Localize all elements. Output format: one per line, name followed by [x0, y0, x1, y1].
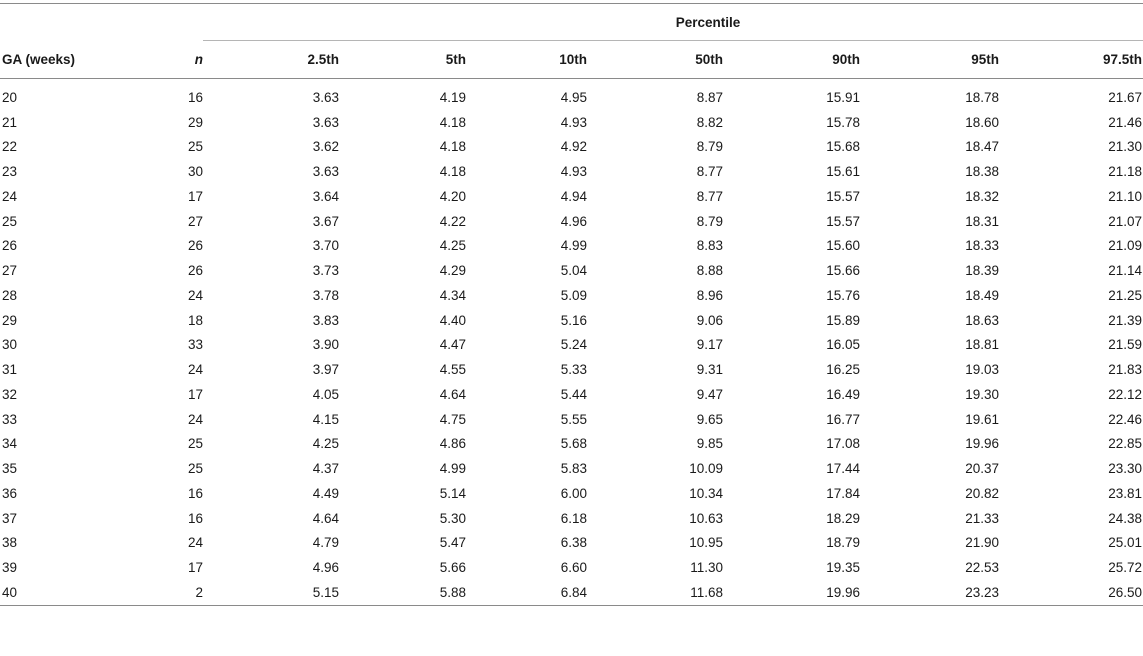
cell-p-5: 4.18: [439, 114, 466, 130]
cell-ga: 24: [2, 188, 18, 204]
table-row: [0, 234, 1143, 259]
table-row: [0, 432, 1143, 457]
cell-p-95: 19.61: [965, 411, 999, 427]
cell-p-90: 15.57: [826, 188, 860, 204]
cell-p-97-5: 21.25: [1108, 287, 1142, 303]
cell-p-97-5: 21.07: [1108, 213, 1142, 229]
cell-p-2-5: 3.62: [312, 139, 339, 155]
cell-p-90: 16.49: [826, 386, 860, 402]
table-row: [0, 258, 1143, 283]
cell-p-5: 4.55: [439, 362, 466, 378]
cell-p-2-5: 4.15: [312, 411, 339, 427]
cell-p-90: 19.96: [723, 580, 860, 605]
cell-p-50: 11.68: [587, 580, 723, 605]
cell-p-90: 19.35: [826, 560, 860, 576]
cell-p-50: 10.63: [689, 510, 723, 526]
table-row: [0, 283, 1143, 308]
header-p-10: 10th: [466, 41, 587, 79]
cell-n: 25: [187, 461, 203, 477]
percentile-table: [0, 3, 1143, 606]
cell-n: 24: [187, 287, 203, 303]
cell-p-90: 15.66: [826, 263, 860, 279]
cell-ga: 37: [2, 510, 18, 526]
cell-p-2-5: 3.67: [312, 213, 339, 229]
cell-p-97-5: 21.67: [1108, 89, 1142, 105]
cell-p-2-5: 3.90: [312, 337, 339, 353]
cell-ga: 35: [2, 461, 18, 477]
cell-p-50: 9.17: [696, 337, 723, 353]
table-row: [0, 555, 1143, 580]
cell-p-2-5: 4.05: [312, 386, 339, 402]
cell-p-2-5: 4.79: [312, 535, 339, 551]
cell-p-90: 15.76: [826, 287, 860, 303]
cell-p-50: 8.87: [696, 89, 723, 105]
cell-n: 30: [187, 164, 203, 180]
cell-p-10: 5.55: [560, 411, 587, 427]
cell-p-95: 18.31: [965, 213, 999, 229]
cell-p-5: 5.88: [339, 580, 466, 605]
cell-p-2-5: 3.63: [312, 114, 339, 130]
cell-ga: 25: [2, 213, 18, 229]
cell-p-97-5: 22.46: [1108, 411, 1142, 427]
cell-ga: 32: [2, 386, 18, 402]
cell-p-10: 5.44: [560, 386, 587, 402]
cell-p-5: 4.86: [439, 436, 466, 452]
cell-ga: 33: [2, 411, 18, 427]
cell-p-10: 4.95: [560, 89, 587, 105]
cell-p-95: 18.63: [965, 312, 999, 328]
cell-p-50: 9.47: [696, 386, 723, 402]
cell-p-50: 8.82: [696, 114, 723, 130]
cell-p-10: 6.18: [560, 510, 587, 526]
table-row: [0, 481, 1143, 506]
cell-p-5: 4.75: [439, 411, 466, 427]
cell-p-2-5: 3.78: [312, 287, 339, 303]
cell-p-95: 20.82: [965, 485, 999, 501]
cell-n: 24: [187, 535, 203, 551]
cell-n: 18: [187, 312, 203, 328]
cell-n: 24: [187, 411, 203, 427]
table-row: [0, 135, 1143, 160]
cell-p-10: 5.33: [560, 362, 587, 378]
cell-p-5: 5.66: [439, 560, 466, 576]
cell-p-90: 15.57: [826, 213, 860, 229]
cell-p-10: 6.38: [560, 535, 587, 551]
cell-n: 16: [187, 89, 203, 105]
cell-p-2-5: 4.96: [312, 560, 339, 576]
cell-p-2-5: 4.37: [312, 461, 339, 477]
cell-ga: 38: [2, 535, 18, 551]
cell-n: 33: [187, 337, 203, 353]
cell-p-10: 6.84: [466, 580, 587, 605]
cell-n: 26: [187, 238, 203, 254]
cell-p-95: 18.33: [965, 238, 999, 254]
cell-p-10: 5.68: [560, 436, 587, 452]
cell-p-5: 4.99: [439, 461, 466, 477]
cell-n: 17: [187, 188, 203, 204]
cell-n: 27: [187, 213, 203, 229]
table-row: [0, 308, 1143, 333]
cell-p-5: 4.22: [439, 213, 466, 229]
cell-p-10: 4.99: [560, 238, 587, 254]
cell-p-5: 4.64: [439, 386, 466, 402]
cell-p-95: 23.23: [860, 580, 999, 605]
cell-p-97-5: 21.83: [1108, 362, 1142, 378]
header-ga: GA (weeks): [0, 41, 139, 79]
cell-p-90: 17.84: [826, 485, 860, 501]
cell-ga: 21: [2, 114, 18, 130]
cell-p-5: 4.25: [439, 238, 466, 254]
table-row: [0, 357, 1143, 382]
cell-p-2-5: 3.63: [312, 89, 339, 105]
table-body: [0, 79, 1143, 606]
cell-p-5: 5.30: [439, 510, 466, 526]
cell-p-10: 6.60: [560, 560, 587, 576]
cell-p-95: 22.53: [965, 560, 999, 576]
table-row: [0, 110, 1143, 135]
header-p-2-5: 2.5th: [203, 41, 339, 79]
cell-p-95: 19.30: [965, 386, 999, 402]
cell-p-2-5: 4.49: [312, 485, 339, 501]
cell-p-95: 18.38: [965, 164, 999, 180]
cell-p-95: 18.47: [965, 139, 999, 155]
cell-ga: 28: [2, 287, 18, 303]
cell-p-2-5: 3.64: [312, 188, 339, 204]
table-row: [0, 209, 1143, 234]
cell-n: 17: [187, 386, 203, 402]
cell-ga: 27: [2, 263, 18, 279]
cell-n: 2: [139, 580, 203, 605]
table-row: [0, 159, 1143, 184]
cell-p-10: 4.94: [560, 188, 587, 204]
header-p-95: 95th: [860, 41, 999, 79]
cell-p-5: 4.29: [439, 263, 466, 279]
cell-p-95: 18.78: [965, 89, 999, 105]
cell-p-90: 15.61: [826, 164, 860, 180]
cell-p-97-5: 26.50: [999, 580, 1143, 605]
cell-p-97-5: 24.38: [1108, 510, 1142, 526]
cell-p-90: 15.68: [826, 139, 860, 155]
cell-p-5: 4.47: [439, 337, 466, 353]
cell-p-95: 18.49: [965, 287, 999, 303]
cell-p-2-5: 3.70: [312, 238, 339, 254]
cell-p-10: 5.04: [560, 263, 587, 279]
table-row: [0, 333, 1143, 358]
cell-p-90: 18.29: [826, 510, 860, 526]
cell-p-50: 9.85: [696, 436, 723, 452]
header-p-50: 50th: [587, 41, 723, 79]
cell-ga: 40: [0, 580, 139, 605]
cell-p-10: 5.16: [560, 312, 587, 328]
cell-p-2-5: 4.64: [312, 510, 339, 526]
header-ga-spacer: [0, 4, 139, 41]
cell-ga: 36: [2, 485, 18, 501]
table-row: [0, 456, 1143, 481]
cell-p-97-5: 22.12: [1108, 386, 1142, 402]
header-p-90: 90th: [723, 41, 860, 79]
cell-n: 25: [187, 436, 203, 452]
cell-p-90: 16.25: [826, 362, 860, 378]
cell-p-95: 19.96: [965, 436, 999, 452]
cell-n: 24: [187, 362, 203, 378]
cell-p-50: 9.06: [696, 312, 723, 328]
cell-p-97-5: 21.18: [1108, 164, 1142, 180]
cell-p-2-5: 3.97: [312, 362, 339, 378]
cell-p-50: 8.96: [696, 287, 723, 303]
cell-p-97-5: 21.30: [1108, 139, 1142, 155]
cell-p-97-5: 21.59: [1108, 337, 1142, 353]
cell-p-97-5: 22.85: [1108, 436, 1142, 452]
cell-p-97-5: 23.81: [1108, 485, 1142, 501]
cell-p-90: 16.77: [826, 411, 860, 427]
cell-p-97-5: 21.46: [1108, 114, 1142, 130]
cell-p-90: 17.08: [826, 436, 860, 452]
cell-ga: 31: [2, 362, 18, 378]
cell-p-10: 4.93: [560, 114, 587, 130]
cell-p-50: 8.83: [696, 238, 723, 254]
cell-p-10: 4.92: [560, 139, 587, 155]
cell-p-2-5: 4.25: [312, 436, 339, 452]
cell-p-5: 4.18: [439, 139, 466, 155]
cell-p-95: 21.33: [965, 510, 999, 526]
cell-ga: 26: [2, 238, 18, 254]
cell-p-5: 4.40: [439, 312, 466, 328]
cell-ga: 22: [2, 139, 18, 155]
cell-p-5: 5.14: [439, 485, 466, 501]
cell-p-50: 8.79: [696, 213, 723, 229]
cell-p-95: 18.81: [965, 337, 999, 353]
cell-p-10: 6.00: [560, 485, 587, 501]
cell-p-90: 15.78: [826, 114, 860, 130]
header-n-spacer: [139, 4, 203, 41]
cell-p-95: 18.39: [965, 263, 999, 279]
cell-p-5: 4.34: [439, 287, 466, 303]
cell-p-10: 5.24: [560, 337, 587, 353]
cell-p-97-5: 25.01: [1108, 535, 1142, 551]
cell-ga: 30: [2, 337, 18, 353]
cell-p-97-5: 23.30: [1108, 461, 1142, 477]
table-row: [0, 382, 1143, 407]
cell-p-50: 10.34: [689, 485, 723, 501]
cell-p-90: 16.05: [826, 337, 860, 353]
cell-p-2-5: 5.15: [203, 580, 339, 605]
cell-n: 16: [187, 510, 203, 526]
cell-p-5: 5.47: [439, 535, 466, 551]
cell-p-50: 8.88: [696, 263, 723, 279]
cell-p-97-5: 21.10: [1108, 188, 1142, 204]
cell-p-2-5: 3.73: [312, 263, 339, 279]
cell-ga: 34: [2, 436, 18, 452]
cell-n: 16: [187, 485, 203, 501]
cell-p-2-5: 3.63: [312, 164, 339, 180]
header-p-97-5: 97.5th: [999, 41, 1143, 79]
header-row-group: [0, 4, 1143, 41]
cell-p-90: 18.79: [826, 535, 860, 551]
cell-n: 25: [187, 139, 203, 155]
cell-p-97-5: 21.09: [1108, 238, 1142, 254]
cell-p-95: 19.03: [965, 362, 999, 378]
cell-p-95: 18.32: [965, 188, 999, 204]
header-percentile-group: Percentile: [203, 4, 1143, 41]
cell-p-5: 4.20: [439, 188, 466, 204]
cell-p-50: 9.31: [696, 362, 723, 378]
cell-p-10: 5.83: [560, 461, 587, 477]
cell-n: 17: [187, 560, 203, 576]
cell-p-97-5: 25.72: [1108, 560, 1142, 576]
cell-p-5: 4.19: [439, 89, 466, 105]
cell-p-10: 4.93: [560, 164, 587, 180]
cell-p-95: 20.37: [965, 461, 999, 477]
cell-p-2-5: 3.83: [312, 312, 339, 328]
cell-ga: 39: [2, 560, 18, 576]
cell-p-5: 4.18: [439, 164, 466, 180]
table-row: [0, 407, 1143, 432]
cell-p-50: 8.77: [696, 164, 723, 180]
cell-p-50: 10.95: [689, 535, 723, 551]
table-row: [0, 580, 1143, 605]
cell-p-90: 15.89: [826, 312, 860, 328]
header-n: n: [139, 41, 203, 79]
cell-p-10: 4.96: [560, 213, 587, 229]
cell-p-97-5: 21.14: [1108, 263, 1142, 279]
cell-p-95: 18.60: [965, 114, 999, 130]
table-row: [0, 531, 1143, 556]
cell-p-90: 15.60: [826, 238, 860, 254]
cell-p-50: 8.77: [696, 188, 723, 204]
cell-p-97-5: 21.39: [1108, 312, 1142, 328]
cell-p-50: 11.30: [690, 560, 723, 576]
cell-p-95: 21.90: [965, 535, 999, 551]
cell-p-50: 10.09: [689, 461, 723, 477]
cell-p-50: 9.65: [696, 411, 723, 427]
cell-n: 29: [187, 114, 203, 130]
table-row: [0, 184, 1143, 209]
cell-ga: 29: [2, 312, 18, 328]
cell-p-90: 15.91: [826, 89, 860, 105]
header-p-5: 5th: [339, 41, 466, 79]
cell-ga: 20: [2, 89, 18, 105]
cell-n: 26: [187, 263, 203, 279]
cell-ga: 23: [2, 164, 18, 180]
cell-p-90: 17.44: [826, 461, 860, 477]
header-row-columns: [0, 41, 1143, 79]
cell-p-10: 5.09: [560, 287, 587, 303]
table-row: [0, 506, 1143, 531]
table-row: [0, 79, 1143, 110]
cell-p-50: 8.79: [696, 139, 723, 155]
